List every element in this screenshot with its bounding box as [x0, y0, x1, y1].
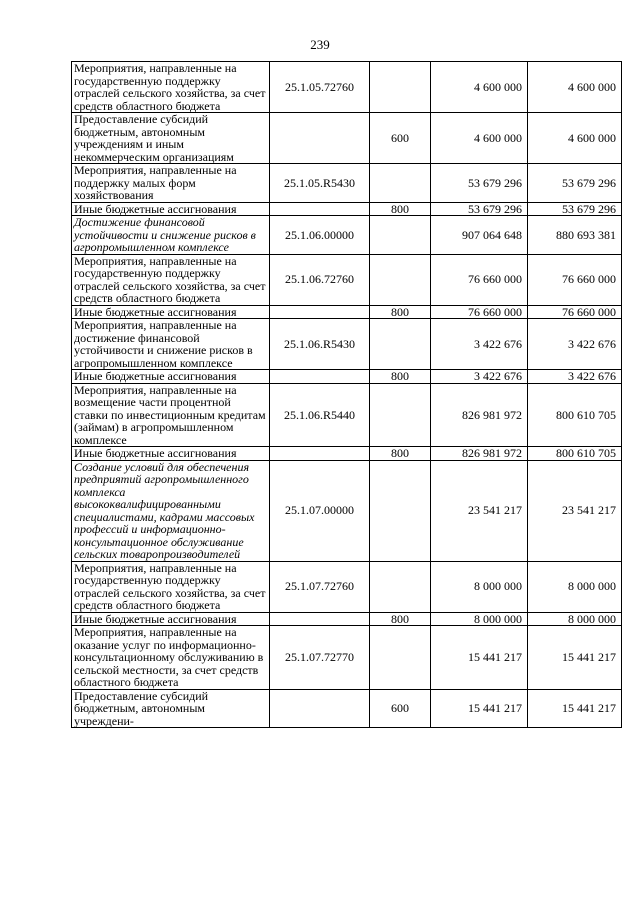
table-row	[72, 319, 622, 370]
row-expense-type-cell	[370, 254, 431, 305]
row-sum-year2-cell: 4 600 000	[528, 62, 622, 113]
row-sum-year1-cell: 907 064 648	[431, 216, 528, 255]
table-row	[72, 370, 622, 384]
row-code-cell: 25.1.07.72770	[270, 626, 370, 690]
row-sum-year1-cell: 3 422 676	[431, 370, 528, 384]
row-sum-year1-cell: 4 600 000	[431, 113, 528, 164]
row-code-cell	[270, 612, 370, 626]
table-row	[72, 202, 622, 216]
row-expense-type-cell: 600	[370, 689, 431, 728]
table-row	[72, 254, 622, 305]
row-sum-year2-cell: 53 679 296	[528, 164, 622, 203]
row-sum-year1-cell: 8 000 000	[431, 612, 528, 626]
row-sum-year2-cell: 3 422 676	[528, 319, 622, 370]
row-expense-type-cell	[370, 164, 431, 203]
row-expense-type-cell	[370, 460, 431, 561]
row-name-cell: Создание условий для обеспечения предприятий агропромышленного комплекса высококвалифицированными специалистами, кадрами массовых профессий и информационно-консультационное обслуживание сельских товаропроизводителей	[72, 460, 270, 561]
row-name-cell: Достижение финансовой устойчивости и снижение рисков в агропромышленном комплексе	[72, 216, 270, 255]
row-sum-year1-cell: 76 660 000	[431, 305, 528, 319]
row-expense-type-cell: 800	[370, 202, 431, 216]
row-sum-year1-cell: 8 000 000	[431, 561, 528, 612]
row-sum-year1-cell: 826 981 972	[431, 447, 528, 461]
row-code-cell: 25.1.06.R5430	[270, 319, 370, 370]
row-sum-year2-cell: 76 660 000	[528, 305, 622, 319]
row-name-cell: Иные бюджетные ассигнования	[72, 202, 270, 216]
row-code-cell	[270, 370, 370, 384]
row-name-cell: Мероприятия, направленные на государственную поддержку отраслей сельского хозяйства, за счет средств областного бюджета	[72, 561, 270, 612]
row-sum-year1-cell: 4 600 000	[431, 62, 528, 113]
row-name-cell: Мероприятия, направленные на достижение финансовой устойчивости и снижение рисков в агропромышленном комплексе	[72, 319, 270, 370]
row-code-cell	[270, 305, 370, 319]
row-expense-type-cell: 800	[370, 612, 431, 626]
row-sum-year1-cell: 15 441 217	[431, 689, 528, 728]
row-name-cell: Предоставление субсидий бюджетным, автономным учреждени-	[72, 689, 270, 728]
row-name-cell: Иные бюджетные ассигнования	[72, 447, 270, 461]
row-code-cell	[270, 113, 370, 164]
row-expense-type-cell	[370, 626, 431, 690]
table-row	[72, 447, 622, 461]
row-name-cell: Иные бюджетные ассигнования	[72, 305, 270, 319]
row-sum-year2-cell: 53 679 296	[528, 202, 622, 216]
table-row	[72, 561, 622, 612]
row-sum-year2-cell: 76 660 000	[528, 254, 622, 305]
row-name-cell: Мероприятия, направленные на государственную поддержку отраслей сельского хозяйства, за счет средств областного бюджета	[72, 62, 270, 113]
table-row	[72, 164, 622, 203]
row-sum-year1-cell: 826 981 972	[431, 383, 528, 447]
row-sum-year2-cell: 800 610 705	[528, 447, 622, 461]
row-name-cell: Мероприятия, направленные на поддержку малых форм хозяйствования	[72, 164, 270, 203]
row-sum-year2-cell: 8 000 000	[528, 561, 622, 612]
row-code-cell: 25.1.06.72760	[270, 254, 370, 305]
row-sum-year1-cell: 53 679 296	[431, 164, 528, 203]
table-row	[72, 612, 622, 626]
table-row	[72, 113, 622, 164]
row-name-cell: Мероприятия, направленные на оказание услуг по информационно-консультационному обслуживанию в сельской местности, за счет средств областного бюджета	[72, 626, 270, 690]
row-expense-type-cell: 800	[370, 305, 431, 319]
row-expense-type-cell	[370, 216, 431, 255]
row-expense-type-cell	[370, 383, 431, 447]
table-row	[72, 305, 622, 319]
row-code-cell: 25.1.06.R5440	[270, 383, 370, 447]
row-sum-year2-cell: 800 610 705	[528, 383, 622, 447]
table-row	[72, 62, 622, 113]
row-sum-year2-cell: 8 000 000	[528, 612, 622, 626]
row-code-cell: 25.1.05.72760	[270, 62, 370, 113]
row-code-cell: 25.1.07.72760	[270, 561, 370, 612]
row-name-cell: Мероприятия, направленные на государственную поддержку отраслей сельского хозяйства, за счет средств областного бюджета	[72, 254, 270, 305]
budget-table	[71, 61, 622, 728]
row-expense-type-cell	[370, 319, 431, 370]
row-sum-year1-cell: 76 660 000	[431, 254, 528, 305]
row-code-cell	[270, 447, 370, 461]
table-row	[72, 383, 622, 447]
row-sum-year2-cell: 23 541 217	[528, 460, 622, 561]
row-code-cell	[270, 202, 370, 216]
row-expense-type-cell	[370, 62, 431, 113]
page-number: 239	[310, 37, 330, 52]
row-sum-year2-cell: 3 422 676	[528, 370, 622, 384]
row-name-cell: Иные бюджетные ассигнования	[72, 612, 270, 626]
table-row	[72, 216, 622, 255]
row-code-cell	[270, 689, 370, 728]
row-expense-type-cell: 800	[370, 447, 431, 461]
table-row	[72, 689, 622, 728]
row-code-cell: 25.1.07.00000	[270, 460, 370, 561]
row-name-cell: Предоставление субсидий бюджетным, автономным учреждениям и иным некоммерческим организациям	[72, 113, 270, 164]
table-row	[72, 460, 622, 561]
row-sum-year2-cell: 15 441 217	[528, 626, 622, 690]
row-code-cell: 25.1.05.R5430	[270, 164, 370, 203]
table-row	[72, 626, 622, 690]
row-sum-year1-cell: 53 679 296	[431, 202, 528, 216]
row-name-cell: Иные бюджетные ассигнования	[72, 370, 270, 384]
row-sum-year2-cell: 880 693 381	[528, 216, 622, 255]
row-sum-year1-cell: 23 541 217	[431, 460, 528, 561]
row-expense-type-cell	[370, 561, 431, 612]
row-name-cell: Мероприятия, направленные на возмещение части процентной ставки по инвестиционным кредитам (займам) в агропромышленном комплексе	[72, 383, 270, 447]
row-expense-type-cell: 800	[370, 370, 431, 384]
row-sum-year1-cell: 15 441 217	[431, 626, 528, 690]
row-sum-year2-cell: 4 600 000	[528, 113, 622, 164]
row-sum-year2-cell: 15 441 217	[528, 689, 622, 728]
row-sum-year1-cell: 3 422 676	[431, 319, 528, 370]
row-expense-type-cell: 600	[370, 113, 431, 164]
row-code-cell: 25.1.06.00000	[270, 216, 370, 255]
